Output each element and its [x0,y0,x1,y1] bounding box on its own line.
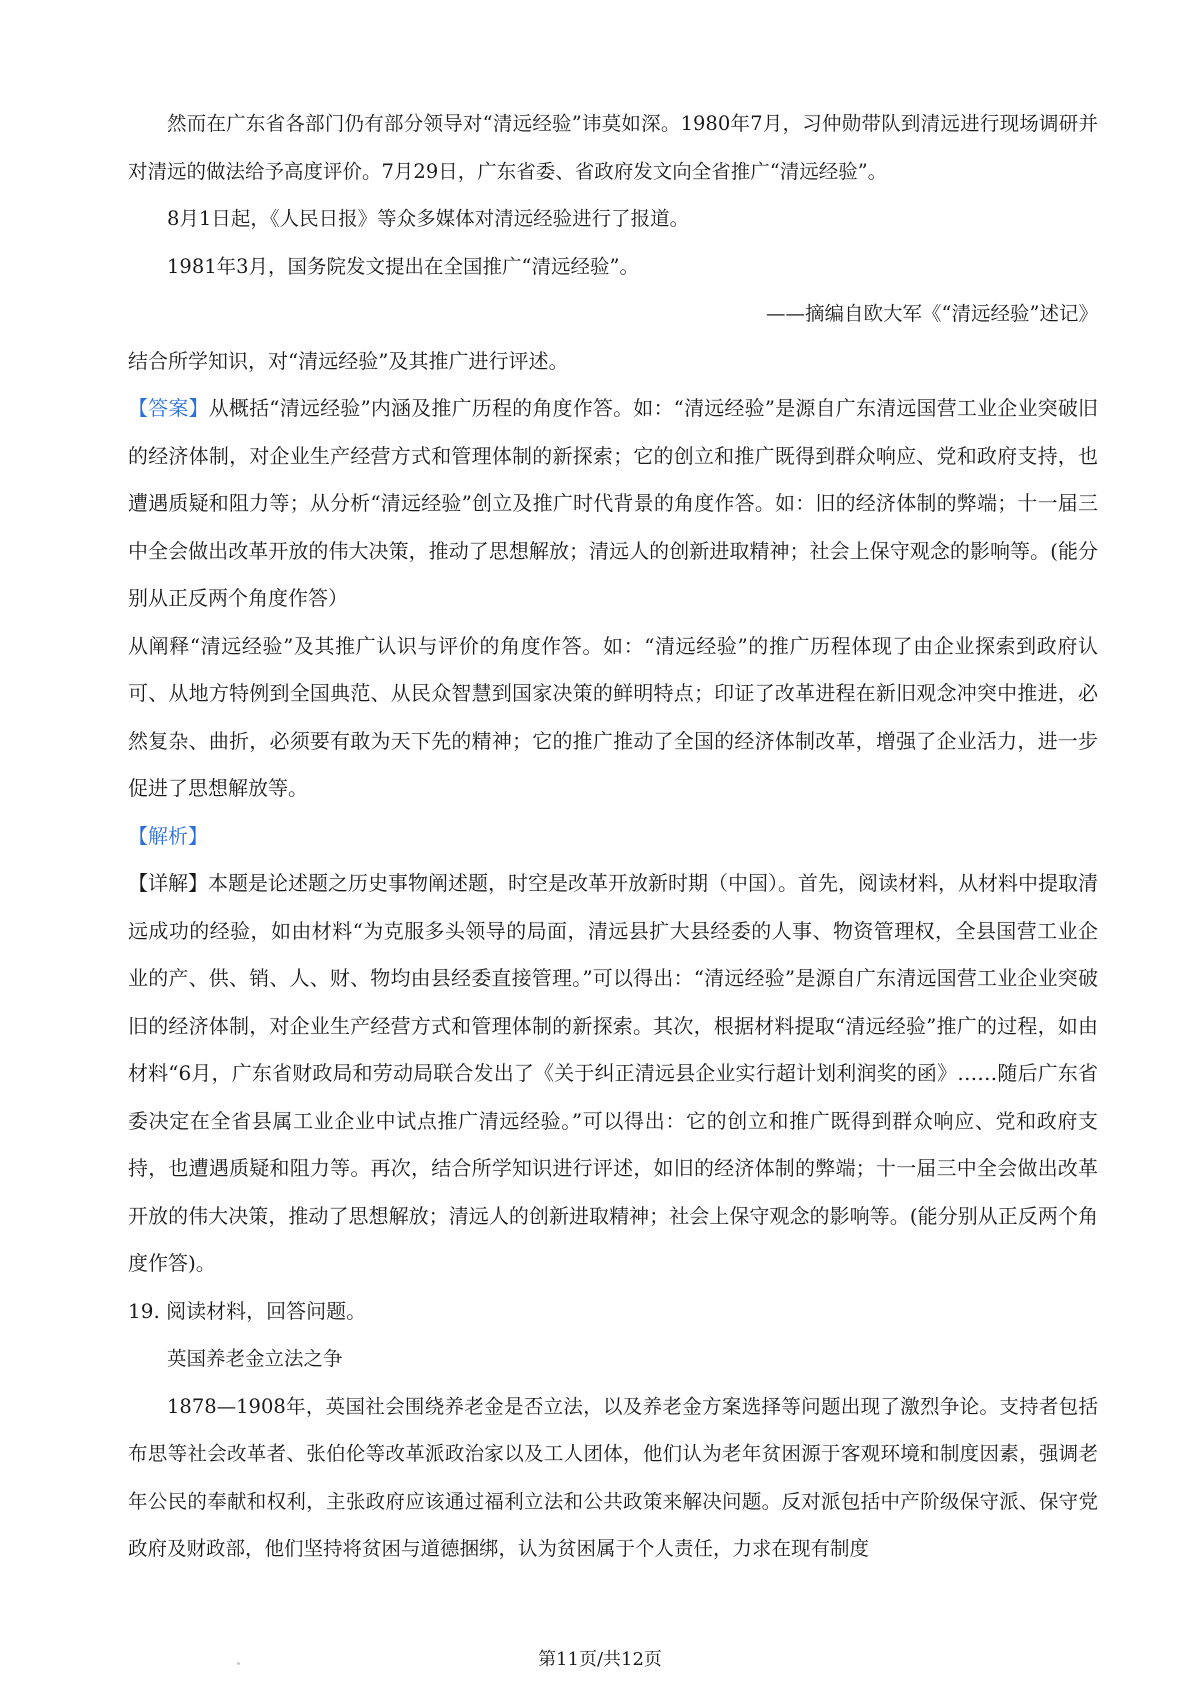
question-prompt: 结合所学知识，对“清远经验”及其推广进行评述。 [128,348,569,373]
answer-paragraph [128,385,1098,623]
material-paragraph: 然而在广东省各部门仍有部分领导对“清远经验”讳莫如深。1980年7月，习仲勋带队到清远进行现场调研并对清远的做法给予高度评价。7月29日，广东省委、省政府发文向全省推广“清远经验”。 [128,112,1098,183]
material-source: ——摘编自欧大军《“清远经验”述记》 [766,302,1098,325]
material-paragraph: 1878—1908年，英国社会围绕养老金是否立法，以及养老金方案选择等问题出现了激烈争论。支持者包括布思等社会改革者、张伯伦等改革派政治家以及工人团体，他们认为老年贫困源于客观环境和制度因素，强调老年公民的奉献和权利，主张政府应该通过福利立法和公共政策来解决问题。反对派包括中产阶级保守派、保守党政府及财政部，他们坚持将贫困与道德捆绑，认为贫困属于个人责任，力求在现有制度 [128,1394,1098,1560]
question-heading: 19. 阅读材料，回答问题。 [128,1298,367,1323]
answer-paragraph: 从阐释“清远经验”及其推广认识与评价的角度作答。如：“清远经验”的推广历程体现了由企业探索到政府认可、从地方特例到全国典范、从民众智慧到国家决策的鲜明特点；印证了改革进程在新旧观念冲突中推进，必然复杂、曲折，必须要有敢为天下先的精神；它的推广推动了全国的经济体制改革，增强了企业活力，进一步促进了思想解放等。 [128,633,1098,800]
answer-label: 【答案】 [128,396,209,420]
document-body [128,100,1098,1573]
analysis-label: 【解析】 [128,823,208,848]
answer-text: 从概括“清远经验”内涵及推广历程的角度作答。如：“清远经验”是源自广东清远国营工业企业突破旧的经济体制，对企业生产经营方式和管理体制的新探索；它的创立和推广既得到群众响应、党和政府支持，也遭遇质疑和阻力等；从分析“清远经验”创立及推广时代背景的角度作答。如：旧的经济体制的弊端；十一届三中全会做出改革开放的伟大决策，推动了思想解放；清远人的创新进取精神；社会上保守观念的影响等。(能分别从正反两个角度作答） [128,396,1098,610]
material-paragraph: 8月1日起，《人民日报》等众多媒体对清远经验进行了报道。 [167,207,690,230]
detail-paragraph: 【详解】本题是论述题之历史事物阐述题，时空是改革开放新时期（中国）。首先，阅读材料，从材料中提取清远成功的经验，如由材料“为克服多头领导的局面，清远县扩大县经委的人事、物资管理权，全县国营工业企业的产、供、销、人、财、物均由县经委直接管理。”可以得出：“清远经验”是源自广东清远国营工业企业突破旧的经济体制，对企业生产经营方式和管理体制的新探索。其次，根据材料提取“清远经验”推广的过程，如由材料“6月，广东省财政局和劳动局联合发出了《关于纠正清远县企业实行超计划利润奖的函》……随后广东省委决定在全省县属工业企业中试点推广清远经验。”可以得出：它的创立和推广既得到群众响应、党和政府支持，也遭遇质疑和阻力等。再次，结合所学知识进行评述，如旧的经济体制的弊端；十一届三中全会做出改革开放的伟大决策，推动了思想解放；清远人的创新进取精神；社会上保守观念的影响等。(能分别从正反两个角度作答)。 [128,871,1098,1275]
material-paragraph: 1981年3月，国务院发文提出在全国推广“清远经验”。 [167,254,639,278]
analysis-heading [128,813,1098,861]
page-footer: 第11页/共12页 [538,1649,662,1670]
material-title: 英国养老金立法之争 [167,1347,343,1370]
